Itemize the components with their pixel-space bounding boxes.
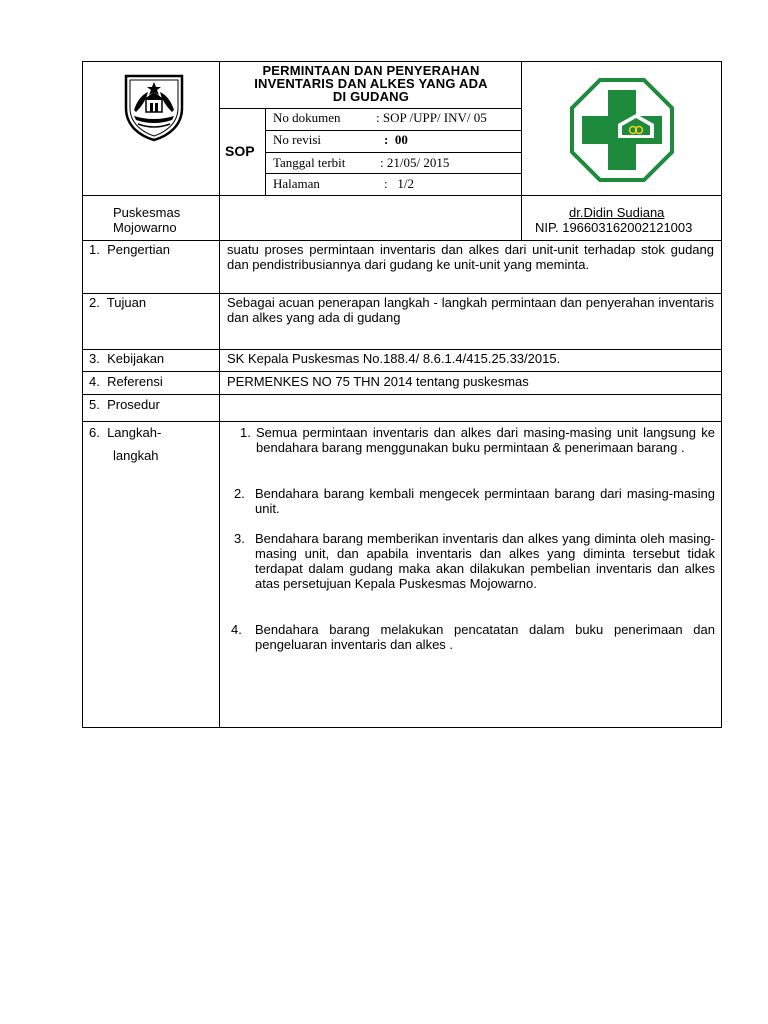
step-3-number: 3. <box>234 531 245 546</box>
step-2-text: Bendahara barang kembali mengecek permintaan barang dari masing-masing unit. <box>255 486 715 516</box>
meta-value-no-revisi: : 00 <box>384 132 408 147</box>
meta-value-tanggal-terbit: : 21/05/ 2015 <box>380 155 450 170</box>
text-kebijakan: SK Kepala Puskesmas No.188.4/ 8.6.1.4/415.25.33/2015. <box>227 351 561 366</box>
step-2-number: 2. <box>234 486 245 501</box>
meta-label-tanggal-terbit: Tanggal terbit <box>273 155 346 170</box>
regional-emblem-logo <box>118 70 190 142</box>
meta-label-halaman: Halaman <box>273 176 320 191</box>
step-1-text: Semua permintaan inventaris dan alkes dari masing-masing unit langsung ke bendahara barang menggunakan buku permintaan & penerimaan barang . <box>256 425 715 455</box>
text-tujuan: Sebagai acuan penerapan langkah - langkah permintaan dan penyerahan inventaris dan alkes yang ada di gudang <box>227 295 714 325</box>
label-langkah-line-2: langkah <box>113 448 159 463</box>
text-pengertian: suatu proses permintaan inventaris dan alkes dari unit-unit terhadap stok gudang dan pendistribusiannya dari gudang ke unit-unit yang meminta. <box>227 242 714 272</box>
meta-value-no-dokumen: : SOP /UPP/ INV/ 05 <box>376 110 487 125</box>
label-langkah-line-1: 6. Langkah- <box>89 425 162 440</box>
text-referensi: PERMENKES NO 75 THN 2014 tentang puskesmas <box>227 374 529 389</box>
title-line-2: INVENTARIS DAN ALKES YANG ADA <box>254 76 488 91</box>
label-referensi: 4. Referensi <box>89 374 163 389</box>
label-kebijakan: 3. Kebijakan <box>89 351 165 366</box>
step-1 <box>240 425 715 455</box>
step-2 <box>234 486 715 516</box>
signer-name: dr.Didin Sudiana <box>569 205 665 220</box>
label-tujuan: 2. Tujuan <box>89 295 147 310</box>
step-4 <box>231 622 715 652</box>
step-4-number: 4. <box>231 622 242 637</box>
puskesmas-logo <box>570 78 674 182</box>
meta-value-halaman: : 1/2 <box>384 176 414 191</box>
meta-label-no-revisi: No revisi <box>273 132 322 147</box>
step-4-text: Bendahara barang melakukan pencatatan dalam buku penerimaan dan pengeluaran inventaris dan alkes . <box>255 622 715 652</box>
sop-label: SOP <box>225 143 255 159</box>
org-name-line-1: Puskesmas <box>113 205 181 220</box>
title-line-1: PERMINTAAN DAN PENYERAHAN <box>262 63 480 78</box>
label-prosedur: 5. Prosedur <box>89 397 160 412</box>
org-name-line-2: Mojowarno <box>113 220 177 235</box>
signer-nip: NIP. 196603162002121003 <box>535 220 693 235</box>
meta-label-no-dokumen: No dokumen <box>273 110 341 125</box>
label-pengertian: 1. Pengertian <box>89 242 170 257</box>
step-1-number: 1. <box>240 425 251 440</box>
document-title <box>222 64 520 103</box>
step-3 <box>234 531 715 591</box>
title-line-3: DI GUDANG <box>332 89 410 104</box>
step-3-text: Bendahara barang memberikan inventaris dan alkes yang diminta oleh masing-masing unit, dan apabila inventaris dan alkes yang diminta tersebut tidak terdapat dalam gudang maka akan dilakukan pembelian inventaris dan alkes atas persetujuan Kepala Puskesmas Mojowarno. <box>255 531 715 591</box>
